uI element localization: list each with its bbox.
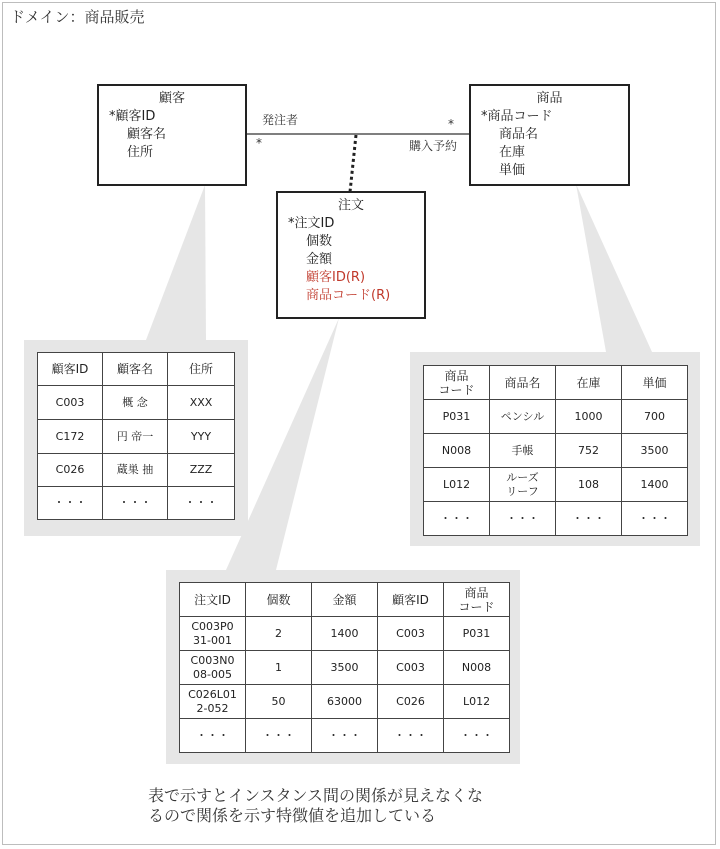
table-cell: 50 xyxy=(246,685,312,719)
order-table-header: 注文ID xyxy=(180,583,246,617)
customer-attr-id: *顧客ID xyxy=(109,109,156,124)
table-row xyxy=(38,386,235,420)
product-attr-code: *商品コード xyxy=(481,109,553,124)
table-cell: 概 念 xyxy=(103,386,168,420)
table-cell: 手帳 xyxy=(490,434,556,468)
order-table-header: 顧客ID xyxy=(378,583,444,617)
table-cell: ・・・ xyxy=(556,502,622,536)
table-row xyxy=(180,651,510,685)
customer-entity-name: 顧客 xyxy=(158,91,185,106)
table-cell: 1400 xyxy=(312,617,378,651)
table-row xyxy=(424,434,688,468)
association-left-role: 発注者 xyxy=(262,113,299,127)
table-cell: C026 xyxy=(378,685,444,719)
order-table xyxy=(179,582,510,753)
product-attr-name: 商品名 xyxy=(499,127,539,142)
table-cell: ・・・ xyxy=(246,719,312,753)
product-entity-name: 商品 xyxy=(536,91,563,106)
order-table-header: 商品 コード xyxy=(444,583,510,617)
caption-note: 表で示すとインスタンス間の関係が見えなくな るので関係を示す特徴値を追加している xyxy=(148,786,484,825)
table-cell: 2 xyxy=(246,617,312,651)
customer-attr-name: 顧客名 xyxy=(127,127,167,142)
table-cell: C026 xyxy=(38,454,103,487)
table-row xyxy=(180,617,510,651)
customer-attr-address: 住所 xyxy=(127,145,154,160)
table-cell: ・・・ xyxy=(424,502,490,536)
customer-table-header: 顧客名 xyxy=(103,353,168,386)
table-cell: ルーズ リーフ xyxy=(490,468,556,502)
table-cell: C003P0 31-001 xyxy=(180,617,246,651)
table-cell: 1 xyxy=(246,651,312,685)
table-row xyxy=(180,719,510,753)
product-attr-stock: 在庫 xyxy=(499,145,526,160)
table-cell: C003N0 08-005 xyxy=(180,651,246,685)
order-table-header: 個数 xyxy=(246,583,312,617)
table-cell: 1400 xyxy=(622,468,688,502)
domain-title: ドメイン：商品販売 xyxy=(10,8,145,26)
product-attr-price: 単価 xyxy=(499,163,526,178)
table-cell: ・・・ xyxy=(312,719,378,753)
table-cell: ・・・ xyxy=(622,502,688,536)
table-cell: ・・・ xyxy=(38,487,103,520)
table-cell: 蔵巣 抽 xyxy=(103,454,168,487)
order-attr-quantity: 個数 xyxy=(306,234,333,249)
table-cell: 700 xyxy=(622,400,688,434)
table-cell: ペンシル xyxy=(490,400,556,434)
table-cell: 108 xyxy=(556,468,622,502)
product-table-header: 在庫 xyxy=(556,366,622,400)
table-cell: ・・・ xyxy=(490,502,556,536)
table-row xyxy=(38,454,235,487)
customer-table-header: 顧客ID xyxy=(38,353,103,386)
product-table-header: 単価 xyxy=(622,366,688,400)
order-attr-amount: 金額 xyxy=(306,252,333,267)
association-right-role: 購入予約 xyxy=(409,139,458,153)
table-cell: ・・・ xyxy=(180,719,246,753)
table-row xyxy=(424,400,688,434)
table-cell: C026L01 2-052 xyxy=(180,685,246,719)
table-cell: 3500 xyxy=(622,434,688,468)
table-cell: N008 xyxy=(424,434,490,468)
order-entity xyxy=(276,191,426,319)
product-entity xyxy=(469,84,630,186)
customer-table-header: 住所 xyxy=(168,353,235,386)
table-cell: L012 xyxy=(444,685,510,719)
table-cell: YYY xyxy=(168,420,235,454)
order-attr-customer-fk: 顧客ID(R) xyxy=(306,270,366,285)
customer-callout-wedge xyxy=(146,185,206,340)
table-row xyxy=(424,468,688,502)
table-cell: 3500 xyxy=(312,651,378,685)
customer-entity xyxy=(97,84,247,186)
table-cell: N008 xyxy=(444,651,510,685)
product-table-header: 商品名 xyxy=(490,366,556,400)
table-cell: C003 xyxy=(378,617,444,651)
table-cell: ・・・ xyxy=(444,719,510,753)
order-attr-id: *注文ID xyxy=(288,216,335,231)
table-row xyxy=(38,420,235,454)
table-cell: 752 xyxy=(556,434,622,468)
association-left-multiplicity: * xyxy=(256,136,262,150)
table-cell: C003 xyxy=(378,651,444,685)
table-cell: 1000 xyxy=(556,400,622,434)
order-table-header: 金額 xyxy=(312,583,378,617)
table-cell: L012 xyxy=(424,468,490,502)
table-cell: ・・・ xyxy=(103,487,168,520)
association-class-link xyxy=(350,135,356,192)
table-cell: XXX xyxy=(168,386,235,420)
product-table-header: 商品 コード xyxy=(424,366,490,400)
table-cell: P031 xyxy=(424,400,490,434)
product-callout-wedge xyxy=(576,184,652,352)
table-row xyxy=(38,487,235,520)
table-row xyxy=(180,685,510,719)
order-callout-wedge xyxy=(226,318,339,570)
table-cell: 円 帝一 xyxy=(103,420,168,454)
table-cell: P031 xyxy=(444,617,510,651)
association-right-multiplicity: * xyxy=(448,117,454,131)
table-cell: C003 xyxy=(38,386,103,420)
table-cell: 63000 xyxy=(312,685,378,719)
customer-table xyxy=(37,352,235,520)
table-cell: ZZZ xyxy=(168,454,235,487)
table-cell: ・・・ xyxy=(168,487,235,520)
product-table xyxy=(423,365,688,536)
order-entity-name: 注文 xyxy=(337,198,364,213)
order-attr-product-fk: 商品コード(R) xyxy=(306,288,391,303)
table-row xyxy=(424,502,688,536)
table-cell: ・・・ xyxy=(378,719,444,753)
table-cell: C172 xyxy=(38,420,103,454)
